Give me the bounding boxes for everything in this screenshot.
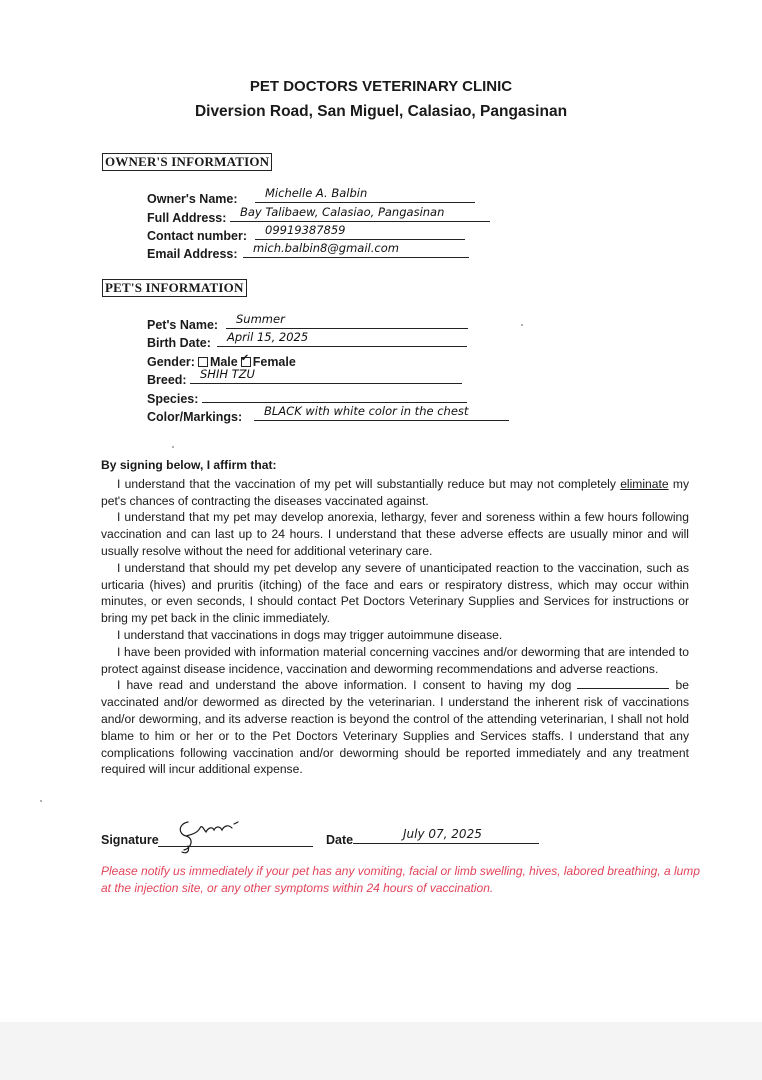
email-address-label: Email Address: (147, 247, 238, 261)
color-markings-label: Color/Markings: (147, 410, 243, 424)
scan-footer-strip (0, 1022, 762, 1080)
pet-section-title: PET'S INFORMATION (102, 279, 247, 297)
affirmation-paragraph-1: I understand that the vaccination of my pet will substantially reduce but may not completely eliminate my pet's chances of contracting the diseases vaccinated against. (101, 476, 689, 508)
pet-name-field[interactable]: Summer (226, 312, 468, 329)
clinic-name: PET DOCTORS VETERINARY CLINIC (249, 78, 513, 95)
signature-field[interactable] (158, 830, 313, 847)
scan-speck (172, 446, 174, 448)
email-address-field[interactable]: mich.balbin8@gmail.com (243, 241, 469, 258)
male-label: Male (209, 355, 238, 369)
affirmation-paragraph-2: I understand that my pet may develop anorexia, lethargy, fever and soreness within a few hours following vaccination and can last up to 24 hours. I understand that these adverse effects are usually minor and will usually resolve without the need for additional veterinary care. (101, 510, 689, 558)
contact-number-field[interactable]: 09919387859 (255, 223, 465, 240)
dog-name-blank[interactable] (577, 677, 669, 689)
female-label: Female (252, 355, 296, 369)
clinic-address: Diversion Road, San Miguel, Calasiao, Pangasinan (194, 103, 568, 120)
affirmation-paragraph-3: I understand that should my pet develop any severe of unanticipated reaction to the vaccination, such as urticaria (hives) and pruritis (itching) of the face and ears or respiratory distress, which may occur within minutes, or even seconds, I should contact Pet Doctors Veterinary Supplies and Services for instructions or bring my pet back in the clinic immediately. (101, 560, 689, 626)
affirmation-paragraph-4: I understand that vaccinations in dogs may trigger autoimmune disease. (117, 627, 503, 642)
pet-name-label: Pet's Name: (147, 318, 219, 332)
contact-number-label: Contact number: (147, 229, 247, 243)
male-checkbox[interactable] (198, 357, 208, 367)
female-checkbox[interactable] (241, 357, 251, 367)
birth-date-field[interactable]: April 15, 2025 (217, 330, 467, 347)
date-field[interactable]: July 07, 2025 (353, 827, 539, 844)
breed-field[interactable]: SHIH TZU (190, 367, 462, 384)
owner-section-title: OWNER'S INFORMATION (102, 153, 272, 171)
scan-speck (40, 800, 42, 802)
breed-label: Breed: (147, 373, 187, 387)
scan-speck (521, 324, 523, 326)
species-field[interactable] (202, 386, 467, 403)
full-address-label: Full Address: (147, 211, 227, 225)
full-address-field[interactable]: Bay Talibaew, Calasiao, Pangasinan (230, 205, 490, 222)
symptoms-notice: Please notify us immediately if your pet has any vomiting, facial or limb swelling, hives, labored breathing, a lump at the injection site, or any other symptoms within 24 hours of vaccination. (101, 864, 700, 895)
date-label: Date (326, 833, 354, 847)
gender-label: Gender: (147, 355, 195, 369)
affirmation-paragraph-6: I have read and understand the above information. I consent to having my dog be vaccinated and/or dewormed as directed by the veterinarian. I understand the inherent risk of vaccinations and/or deworming, and its adverse reaction is beyond the control of the attending veterinarian, I shall not hold blame to him or her or to the Pet Doctors Veterinary Supplies and Services staffs. I understand that any complications following vaccination and/or deworming should be reported immediately and any treatment required will incur additional expense. (101, 678, 689, 777)
affirmation-lead: By signing below, I affirm that: (101, 458, 277, 472)
species-label: Species: (147, 392, 199, 406)
birth-date-label: Birth Date: (147, 336, 211, 350)
signature-label: Signature (101, 833, 159, 847)
handwritten-signature-icon (174, 818, 264, 854)
affirmation-paragraph-5: I have been provided with information material concerning vaccines and/or deworming that are intended to protect against disease incidence, vaccination and deworming recommendations and adverse reactions. (101, 644, 689, 676)
owner-name-label: Owner's Name: (147, 192, 238, 206)
affirmation-text (101, 457, 689, 778)
color-markings-field[interactable]: BLACK with white color in the chest (254, 404, 509, 421)
owner-name-field[interactable]: Michelle A. Balbin (255, 186, 475, 203)
